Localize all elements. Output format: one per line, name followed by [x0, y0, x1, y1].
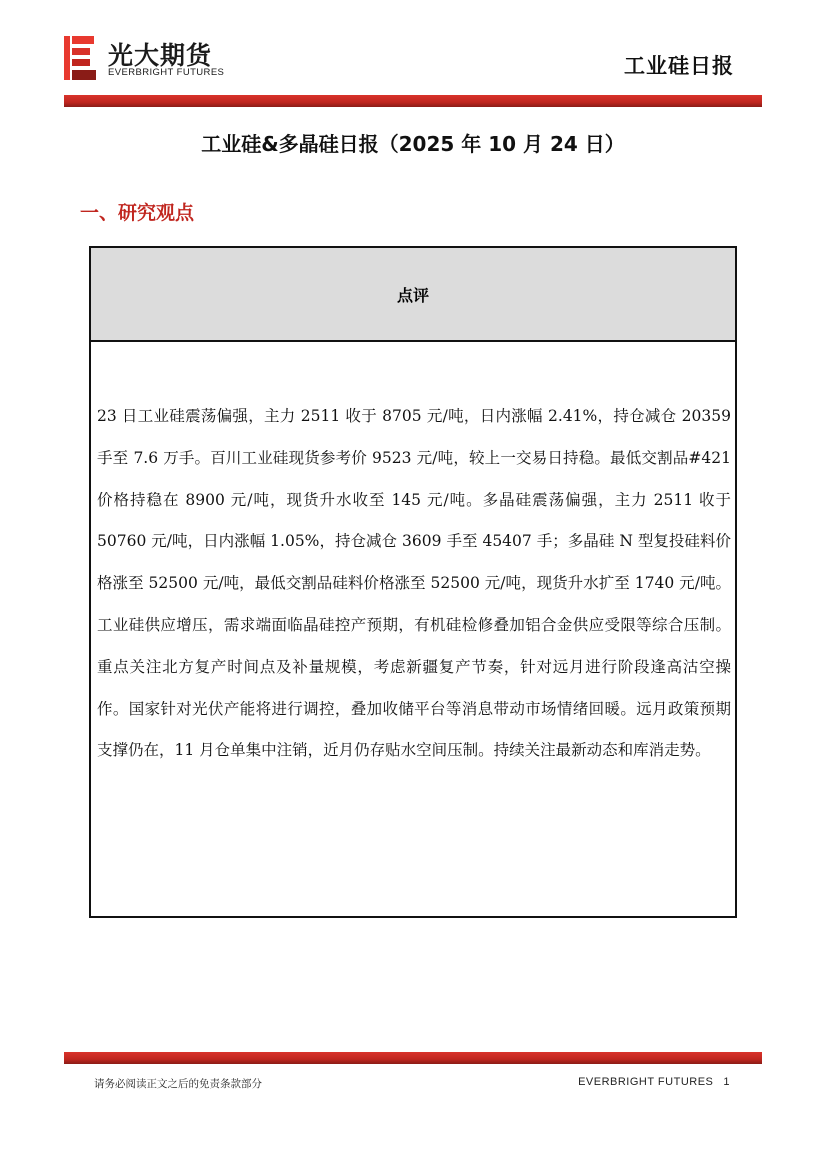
- header-band: [64, 95, 762, 107]
- everbright-logo-icon: [64, 36, 98, 80]
- document-title: 工业硅&多晶硅日报（2025 年 10 月 24 日）: [201, 132, 625, 156]
- brand-logo: [64, 36, 234, 84]
- footer-brand: [578, 1076, 730, 1088]
- disclaimer-note: 请务必阅读正文之后的免责条款部分: [94, 1078, 262, 1090]
- section-title: 一、研究观点: [80, 202, 195, 224]
- footer-brand-en: EVERBRIGHT FUTURES: [578, 1076, 714, 1088]
- report-type-label: 工业硅日报: [624, 54, 734, 78]
- commentary-table: [89, 246, 737, 918]
- commentary-text: 23 日工业硅震荡偏强，主力 2511 收于 8705 元/吨，日内涨幅 2.41%，持仓减仓 20359 手至 7.6 万手。百川工业硅现货参考价 9523 元/吨，较上一交易日持稳。最低交割品#421 价格持稳在 8900 元/吨，现货升水收至 145 元/吨。多晶硅震荡偏强，主力 2511 收于 50760 元/吨，日内涨幅 1.05%，持仓减仓 3609 手至 45407 手；多晶硅 N 型复投硅料价格涨至 52500 元/吨，最低交割品硅料价格涨至 52500 元/吨，现货升水扩至 1740 元/吨。工业硅供应增压，需求端面临晶硅控产预期，有机硅检修叠加铝合金供应受限等综合压制。重点关注北方复产时间点及补量规模，考虑新疆复产节奏，针对远月进行阶段逢高沽空操作。国家针对光伏产能将进行调控，叠加收储平台等消息带动市场情绪回暖。远月政策预期支撑仍在，11 月仓单集中注销，近月仍存贴水空间压制。持续关注最新动态和库消走势。: [97, 407, 731, 760]
- footer-band: [64, 1052, 762, 1064]
- commentary-table-header: [91, 248, 735, 342]
- table-header-label: 点评: [396, 285, 429, 305]
- brand-name-cn: 光大期货: [108, 41, 213, 70]
- brand-name-en: EVERBRIGHT FUTURES: [108, 67, 225, 78]
- page-number: 1: [723, 1076, 730, 1088]
